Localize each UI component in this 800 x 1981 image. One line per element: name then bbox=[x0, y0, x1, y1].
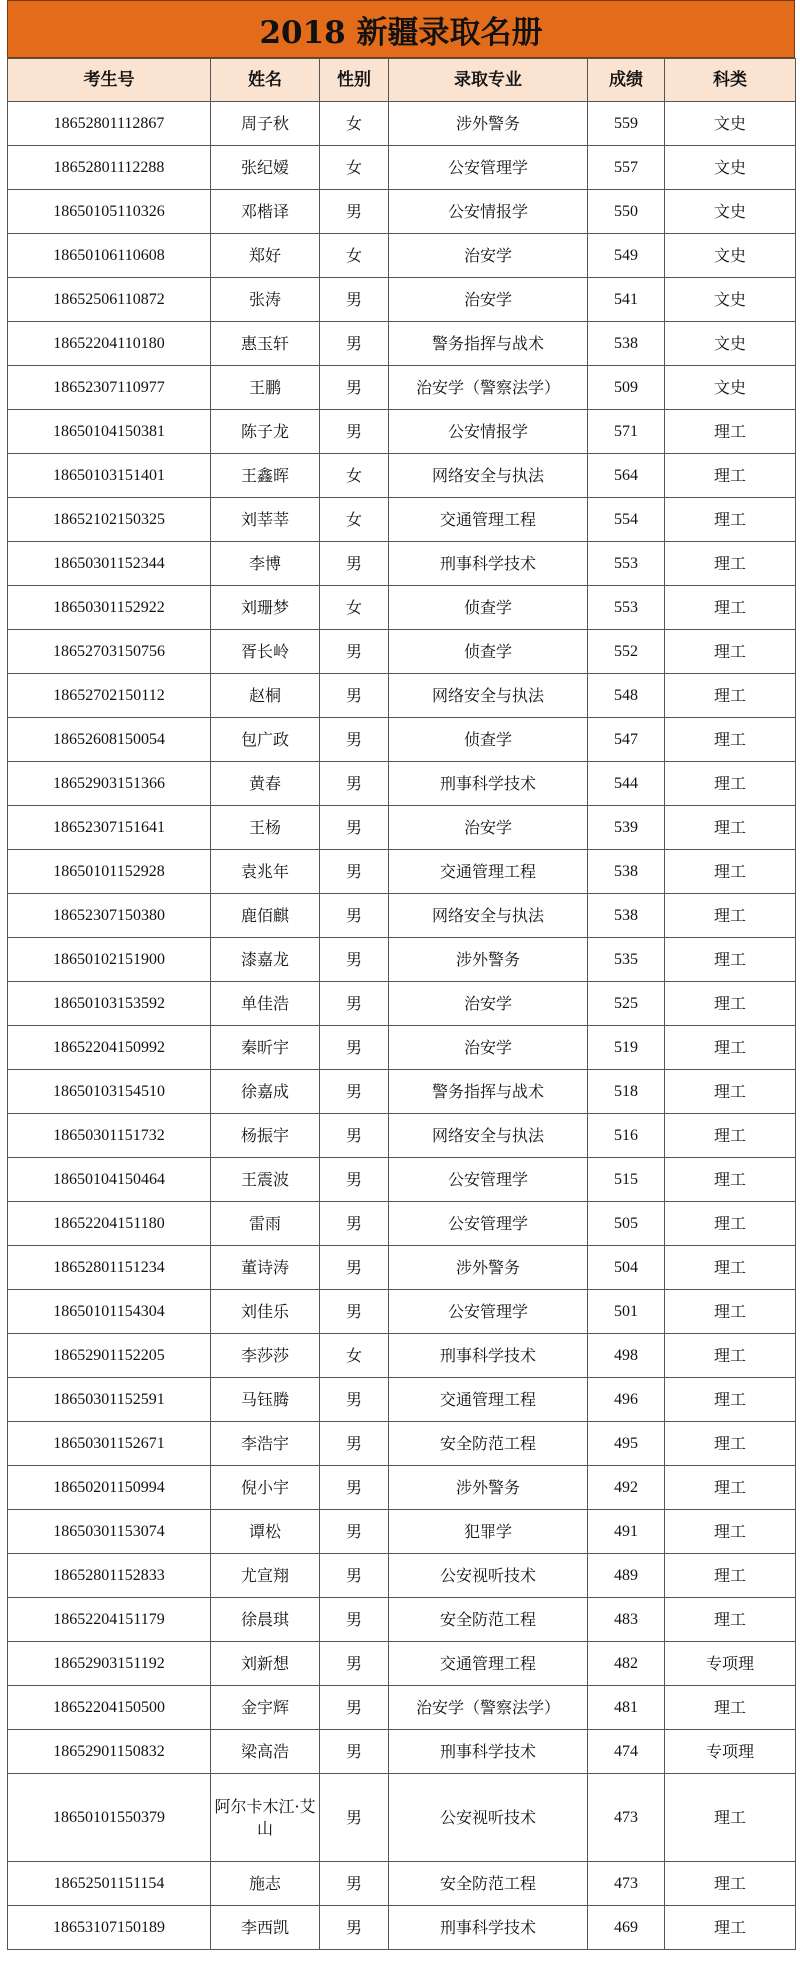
gender-cell: 男 bbox=[320, 278, 389, 322]
category-cell: 理工 bbox=[665, 894, 796, 938]
table-row bbox=[8, 146, 796, 190]
major-cell: 网络安全与执法 bbox=[389, 1114, 588, 1158]
score-cell: 549 bbox=[588, 234, 665, 278]
student-name-cell: 刘佳乐 bbox=[211, 1290, 320, 1334]
gender-cell: 男 bbox=[320, 850, 389, 894]
category-cell: 文史 bbox=[665, 366, 796, 410]
category-cell: 文史 bbox=[665, 234, 796, 278]
category-cell: 专项理 bbox=[665, 1730, 796, 1774]
score-cell: 548 bbox=[588, 674, 665, 718]
major-cell: 网络安全与执法 bbox=[389, 454, 588, 498]
exam-number-cell: 18652901152205 bbox=[8, 1334, 211, 1378]
student-name-cell: 漆嘉龙 bbox=[211, 938, 320, 982]
gender-cell: 男 bbox=[320, 1070, 389, 1114]
exam-number-cell: 18650103153592 bbox=[8, 982, 211, 1026]
gender-cell: 女 bbox=[320, 102, 389, 146]
student-name-cell: 李博 bbox=[211, 542, 320, 586]
gender-cell: 男 bbox=[320, 1642, 389, 1686]
exam-number-cell: 18652506110872 bbox=[8, 278, 211, 322]
score-cell: 489 bbox=[588, 1554, 665, 1598]
score-cell: 519 bbox=[588, 1026, 665, 1070]
major-cell: 公安视听技术 bbox=[389, 1774, 588, 1862]
score-cell: 553 bbox=[588, 542, 665, 586]
gender-cell: 男 bbox=[320, 1114, 389, 1158]
gender-cell: 男 bbox=[320, 1862, 389, 1906]
table-row bbox=[8, 630, 796, 674]
category-cell: 理工 bbox=[665, 1026, 796, 1070]
category-cell: 理工 bbox=[665, 630, 796, 674]
exam-number-cell: 18650101152928 bbox=[8, 850, 211, 894]
gender-cell: 男 bbox=[320, 1730, 389, 1774]
category-cell: 文史 bbox=[665, 102, 796, 146]
table-row bbox=[8, 1202, 796, 1246]
major-cell: 治安学 bbox=[389, 982, 588, 1026]
score-cell: 564 bbox=[588, 454, 665, 498]
table-row bbox=[8, 1422, 796, 1466]
table-row bbox=[8, 1906, 796, 1950]
exam-number-cell: 18650201150994 bbox=[8, 1466, 211, 1510]
table-row bbox=[8, 586, 796, 630]
category-cell: 理工 bbox=[665, 498, 796, 542]
exam-number-cell: 18650301152922 bbox=[8, 586, 211, 630]
exam-number-cell: 18650103151401 bbox=[8, 454, 211, 498]
major-cell: 刑事科学技术 bbox=[389, 1906, 588, 1950]
gender-cell: 男 bbox=[320, 1246, 389, 1290]
student-name-cell: 包广政 bbox=[211, 718, 320, 762]
major-cell: 刑事科学技术 bbox=[389, 1334, 588, 1378]
score-cell: 516 bbox=[588, 1114, 665, 1158]
gender-cell: 女 bbox=[320, 454, 389, 498]
score-cell: 547 bbox=[588, 718, 665, 762]
table-row bbox=[8, 1774, 796, 1862]
major-cell: 治安学 bbox=[389, 234, 588, 278]
major-cell: 交通管理工程 bbox=[389, 850, 588, 894]
score-cell: 498 bbox=[588, 1334, 665, 1378]
gender-cell: 男 bbox=[320, 1466, 389, 1510]
student-name-cell: 惠玉轩 bbox=[211, 322, 320, 366]
gender-cell: 男 bbox=[320, 1686, 389, 1730]
table-row bbox=[8, 542, 796, 586]
table-row bbox=[8, 850, 796, 894]
student-name-cell: 王鑫晖 bbox=[211, 454, 320, 498]
table-row bbox=[8, 1466, 796, 1510]
table-row bbox=[8, 1378, 796, 1422]
score-cell: 515 bbox=[588, 1158, 665, 1202]
category-cell: 理工 bbox=[665, 938, 796, 982]
student-name-cell: 施志 bbox=[211, 1862, 320, 1906]
score-cell: 538 bbox=[588, 322, 665, 366]
student-name-cell: 郑好 bbox=[211, 234, 320, 278]
exam-number-cell: 18652801152833 bbox=[8, 1554, 211, 1598]
major-cell: 治安学 bbox=[389, 806, 588, 850]
score-cell: 538 bbox=[588, 894, 665, 938]
category-cell: 理工 bbox=[665, 674, 796, 718]
student-name-cell: 黄春 bbox=[211, 762, 320, 806]
exam-number-cell: 18652204150500 bbox=[8, 1686, 211, 1730]
student-name-cell: 刘新想 bbox=[211, 1642, 320, 1686]
page-title: 2018 新疆录取名册 bbox=[259, 14, 543, 51]
major-cell: 公安管理学 bbox=[389, 1158, 588, 1202]
student-name-cell: 倪小宇 bbox=[211, 1466, 320, 1510]
gender-cell: 男 bbox=[320, 806, 389, 850]
table-row bbox=[8, 1334, 796, 1378]
major-cell: 刑事科学技术 bbox=[389, 1730, 588, 1774]
table-row bbox=[8, 1554, 796, 1598]
table-row bbox=[8, 1158, 796, 1202]
roster-body bbox=[8, 102, 796, 1950]
major-cell: 侦查学 bbox=[389, 718, 588, 762]
title-bar bbox=[7, 0, 795, 58]
category-cell: 理工 bbox=[665, 1906, 796, 1950]
table-row bbox=[8, 894, 796, 938]
table-row bbox=[8, 410, 796, 454]
student-name-cell: 张涛 bbox=[211, 278, 320, 322]
category-cell: 文史 bbox=[665, 278, 796, 322]
table-row bbox=[8, 366, 796, 410]
score-cell: 469 bbox=[588, 1906, 665, 1950]
category-cell: 理工 bbox=[665, 1070, 796, 1114]
major-cell: 侦查学 bbox=[389, 586, 588, 630]
category-cell: 理工 bbox=[665, 1202, 796, 1246]
major-cell: 安全防范工程 bbox=[389, 1598, 588, 1642]
student-name-cell: 赵桐 bbox=[211, 674, 320, 718]
category-cell: 理工 bbox=[665, 1862, 796, 1906]
table-row bbox=[8, 674, 796, 718]
table-row bbox=[8, 498, 796, 542]
major-cell: 交通管理工程 bbox=[389, 498, 588, 542]
gender-cell: 男 bbox=[320, 1202, 389, 1246]
student-name-cell: 李莎莎 bbox=[211, 1334, 320, 1378]
exam-number-cell: 18652702150112 bbox=[8, 674, 211, 718]
exam-number-cell: 18652307150380 bbox=[8, 894, 211, 938]
student-name-cell: 袁兆年 bbox=[211, 850, 320, 894]
table-row bbox=[8, 1026, 796, 1070]
major-cell: 公安管理学 bbox=[389, 1290, 588, 1334]
major-cell: 治安学（警察法学） bbox=[389, 366, 588, 410]
header-gender: 性别 bbox=[320, 59, 389, 102]
score-cell: 491 bbox=[588, 1510, 665, 1554]
category-cell: 理工 bbox=[665, 762, 796, 806]
exam-number-cell: 18650301152591 bbox=[8, 1378, 211, 1422]
score-cell: 544 bbox=[588, 762, 665, 806]
score-cell: 482 bbox=[588, 1642, 665, 1686]
exam-number-cell: 18652204110180 bbox=[8, 322, 211, 366]
gender-cell: 男 bbox=[320, 718, 389, 762]
student-name-cell: 徐嘉成 bbox=[211, 1070, 320, 1114]
student-name-cell: 单佳浩 bbox=[211, 982, 320, 1026]
score-cell: 501 bbox=[588, 1290, 665, 1334]
major-cell: 犯罪学 bbox=[389, 1510, 588, 1554]
major-cell: 涉外警务 bbox=[389, 102, 588, 146]
major-cell: 治安学 bbox=[389, 278, 588, 322]
category-cell: 理工 bbox=[665, 1422, 796, 1466]
gender-cell: 男 bbox=[320, 894, 389, 938]
category-cell: 文史 bbox=[665, 190, 796, 234]
exam-number-cell: 18650301152344 bbox=[8, 542, 211, 586]
score-cell: 553 bbox=[588, 586, 665, 630]
table-row bbox=[8, 1686, 796, 1730]
gender-cell: 男 bbox=[320, 1510, 389, 1554]
exam-number-cell: 18652903151366 bbox=[8, 762, 211, 806]
student-name-cell: 王鹏 bbox=[211, 366, 320, 410]
table-row bbox=[8, 1246, 796, 1290]
table-row bbox=[8, 234, 796, 278]
exam-number-cell: 18650301153074 bbox=[8, 1510, 211, 1554]
table-row bbox=[8, 1642, 796, 1686]
table-row bbox=[8, 1070, 796, 1114]
roster-table bbox=[7, 58, 796, 1950]
score-cell: 473 bbox=[588, 1862, 665, 1906]
score-cell: 505 bbox=[588, 1202, 665, 1246]
exam-number-cell: 18652901150832 bbox=[8, 1730, 211, 1774]
exam-number-cell: 18650101154304 bbox=[8, 1290, 211, 1334]
exam-number-cell: 18652801112867 bbox=[8, 102, 211, 146]
exam-number-cell: 18652307110977 bbox=[8, 366, 211, 410]
student-name-cell: 雷雨 bbox=[211, 1202, 320, 1246]
header-row bbox=[8, 59, 796, 102]
category-cell: 理工 bbox=[665, 1378, 796, 1422]
category-cell: 理工 bbox=[665, 806, 796, 850]
exam-number-cell: 18652204150992 bbox=[8, 1026, 211, 1070]
student-name-cell: 周子秋 bbox=[211, 102, 320, 146]
exam-number-cell: 18650104150464 bbox=[8, 1158, 211, 1202]
major-cell: 刑事科学技术 bbox=[389, 542, 588, 586]
exam-number-cell: 18650106110608 bbox=[8, 234, 211, 278]
major-cell: 公安视听技术 bbox=[389, 1554, 588, 1598]
exam-number-cell: 18652903151192 bbox=[8, 1642, 211, 1686]
student-name-cell: 刘珊梦 bbox=[211, 586, 320, 630]
table-row bbox=[8, 718, 796, 762]
major-cell: 公安情报学 bbox=[389, 410, 588, 454]
score-cell: 525 bbox=[588, 982, 665, 1026]
score-cell: 552 bbox=[588, 630, 665, 674]
header-exam-number: 考生号 bbox=[8, 59, 211, 102]
table-row bbox=[8, 322, 796, 366]
category-cell: 理工 bbox=[665, 1114, 796, 1158]
score-cell: 550 bbox=[588, 190, 665, 234]
category-cell: 理工 bbox=[665, 718, 796, 762]
exam-number-cell: 18650102151900 bbox=[8, 938, 211, 982]
gender-cell: 女 bbox=[320, 1334, 389, 1378]
exam-number-cell: 18650104150381 bbox=[8, 410, 211, 454]
score-cell: 495 bbox=[588, 1422, 665, 1466]
gender-cell: 男 bbox=[320, 1774, 389, 1862]
score-cell: 504 bbox=[588, 1246, 665, 1290]
table-row bbox=[8, 1290, 796, 1334]
header-name: 姓名 bbox=[211, 59, 320, 102]
gender-cell: 男 bbox=[320, 674, 389, 718]
student-name-cell: 刘莘莘 bbox=[211, 498, 320, 542]
student-name-cell: 董诗涛 bbox=[211, 1246, 320, 1290]
exam-number-cell: 18652102150325 bbox=[8, 498, 211, 542]
major-cell: 警务指挥与战术 bbox=[389, 322, 588, 366]
major-cell: 公安情报学 bbox=[389, 190, 588, 234]
major-cell: 交通管理工程 bbox=[389, 1642, 588, 1686]
gender-cell: 男 bbox=[320, 1158, 389, 1202]
score-cell: 554 bbox=[588, 498, 665, 542]
gender-cell: 男 bbox=[320, 1290, 389, 1334]
student-name-cell: 谭松 bbox=[211, 1510, 320, 1554]
student-name-cell: 陈子龙 bbox=[211, 410, 320, 454]
exam-number-cell: 18652801151234 bbox=[8, 1246, 211, 1290]
student-name-cell: 马钰腾 bbox=[211, 1378, 320, 1422]
category-cell: 理工 bbox=[665, 1290, 796, 1334]
gender-cell: 女 bbox=[320, 234, 389, 278]
category-cell: 专项理 bbox=[665, 1642, 796, 1686]
major-cell: 公安管理学 bbox=[389, 146, 588, 190]
header-major: 录取专业 bbox=[389, 59, 588, 102]
gender-cell: 男 bbox=[320, 1598, 389, 1642]
student-name-cell: 张纪嫒 bbox=[211, 146, 320, 190]
score-cell: 559 bbox=[588, 102, 665, 146]
score-cell: 509 bbox=[588, 366, 665, 410]
major-cell: 安全防范工程 bbox=[389, 1862, 588, 1906]
student-name-cell: 王震波 bbox=[211, 1158, 320, 1202]
category-cell: 理工 bbox=[665, 850, 796, 894]
category-cell: 理工 bbox=[665, 1774, 796, 1862]
exam-number-cell: 18652608150054 bbox=[8, 718, 211, 762]
category-cell: 理工 bbox=[665, 586, 796, 630]
exam-number-cell: 18653107150189 bbox=[8, 1906, 211, 1950]
score-cell: 538 bbox=[588, 850, 665, 894]
category-cell: 理工 bbox=[665, 1334, 796, 1378]
major-cell: 警务指挥与战术 bbox=[389, 1070, 588, 1114]
category-cell: 理工 bbox=[665, 1158, 796, 1202]
gender-cell: 男 bbox=[320, 190, 389, 234]
student-name-cell: 秦昕宇 bbox=[211, 1026, 320, 1070]
score-cell: 539 bbox=[588, 806, 665, 850]
category-cell: 理工 bbox=[665, 454, 796, 498]
student-name-cell: 金宇辉 bbox=[211, 1686, 320, 1730]
score-cell: 492 bbox=[588, 1466, 665, 1510]
category-cell: 理工 bbox=[665, 410, 796, 454]
category-cell: 理工 bbox=[665, 542, 796, 586]
category-cell: 理工 bbox=[665, 982, 796, 1026]
exam-number-cell: 18650105110326 bbox=[8, 190, 211, 234]
major-cell: 安全防范工程 bbox=[389, 1422, 588, 1466]
major-cell: 涉外警务 bbox=[389, 1466, 588, 1510]
table-row bbox=[8, 982, 796, 1026]
student-name-cell: 杨振宇 bbox=[211, 1114, 320, 1158]
major-cell: 涉外警务 bbox=[389, 1246, 588, 1290]
table-row bbox=[8, 1114, 796, 1158]
gender-cell: 男 bbox=[320, 1378, 389, 1422]
gender-cell: 男 bbox=[320, 630, 389, 674]
student-name-cell: 胥长岭 bbox=[211, 630, 320, 674]
category-cell: 理工 bbox=[665, 1466, 796, 1510]
major-cell: 涉外警务 bbox=[389, 938, 588, 982]
score-cell: 474 bbox=[588, 1730, 665, 1774]
student-name-cell: 梁高浩 bbox=[211, 1730, 320, 1774]
student-name-cell: 王杨 bbox=[211, 806, 320, 850]
student-name-cell: 邓楷译 bbox=[211, 190, 320, 234]
major-cell: 交通管理工程 bbox=[389, 1378, 588, 1422]
score-cell: 557 bbox=[588, 146, 665, 190]
student-name-cell: 阿尔卡木江·艾山 bbox=[211, 1774, 320, 1862]
score-cell: 483 bbox=[588, 1598, 665, 1642]
gender-cell: 男 bbox=[320, 762, 389, 806]
category-cell: 文史 bbox=[665, 146, 796, 190]
category-cell: 理工 bbox=[665, 1554, 796, 1598]
student-name-cell: 徐晨琪 bbox=[211, 1598, 320, 1642]
exam-number-cell: 18652501151154 bbox=[8, 1862, 211, 1906]
header-score: 成绩 bbox=[588, 59, 665, 102]
gender-cell: 女 bbox=[320, 586, 389, 630]
gender-cell: 女 bbox=[320, 146, 389, 190]
table-row bbox=[8, 190, 796, 234]
major-cell: 治安学（警察法学） bbox=[389, 1686, 588, 1730]
header-category: 科类 bbox=[665, 59, 796, 102]
exam-number-cell: 18650103154510 bbox=[8, 1070, 211, 1114]
major-cell: 治安学 bbox=[389, 1026, 588, 1070]
student-name-cell: 鹿佰麒 bbox=[211, 894, 320, 938]
table-row bbox=[8, 938, 796, 982]
gender-cell: 男 bbox=[320, 982, 389, 1026]
gender-cell: 男 bbox=[320, 542, 389, 586]
score-cell: 571 bbox=[588, 410, 665, 454]
gender-cell: 男 bbox=[320, 1554, 389, 1598]
exam-number-cell: 18650301151732 bbox=[8, 1114, 211, 1158]
category-cell: 理工 bbox=[665, 1246, 796, 1290]
table-row bbox=[8, 1598, 796, 1642]
score-cell: 473 bbox=[588, 1774, 665, 1862]
table-row bbox=[8, 1862, 796, 1906]
major-cell: 公安管理学 bbox=[389, 1202, 588, 1246]
gender-cell: 男 bbox=[320, 366, 389, 410]
table-row bbox=[8, 1730, 796, 1774]
table-row bbox=[8, 762, 796, 806]
major-cell: 网络安全与执法 bbox=[389, 674, 588, 718]
major-cell: 刑事科学技术 bbox=[389, 762, 588, 806]
score-cell: 481 bbox=[588, 1686, 665, 1730]
category-cell: 理工 bbox=[665, 1510, 796, 1554]
gender-cell: 女 bbox=[320, 498, 389, 542]
gender-cell: 男 bbox=[320, 1422, 389, 1466]
exam-number-cell: 18652204151180 bbox=[8, 1202, 211, 1246]
score-cell: 518 bbox=[588, 1070, 665, 1114]
student-name-cell: 李浩宇 bbox=[211, 1422, 320, 1466]
exam-number-cell: 18652801112288 bbox=[8, 146, 211, 190]
student-name-cell: 李西凯 bbox=[211, 1906, 320, 1950]
gender-cell: 男 bbox=[320, 322, 389, 366]
category-cell: 文史 bbox=[665, 322, 796, 366]
exam-number-cell: 18652703150756 bbox=[8, 630, 211, 674]
table-row bbox=[8, 806, 796, 850]
gender-cell: 男 bbox=[320, 1906, 389, 1950]
major-cell: 侦查学 bbox=[389, 630, 588, 674]
exam-number-cell: 18652307151641 bbox=[8, 806, 211, 850]
score-cell: 496 bbox=[588, 1378, 665, 1422]
score-cell: 541 bbox=[588, 278, 665, 322]
exam-number-cell: 18652204151179 bbox=[8, 1598, 211, 1642]
table-row bbox=[8, 102, 796, 146]
gender-cell: 男 bbox=[320, 938, 389, 982]
admission-roster bbox=[7, 0, 795, 1950]
major-cell: 网络安全与执法 bbox=[389, 894, 588, 938]
category-cell: 理工 bbox=[665, 1598, 796, 1642]
student-name-cell: 尤宣翔 bbox=[211, 1554, 320, 1598]
exam-number-cell: 18650301152671 bbox=[8, 1422, 211, 1466]
exam-number-cell: 18650101550379 bbox=[8, 1774, 211, 1862]
gender-cell: 男 bbox=[320, 410, 389, 454]
gender-cell: 男 bbox=[320, 1026, 389, 1070]
score-cell: 535 bbox=[588, 938, 665, 982]
table-row bbox=[8, 454, 796, 498]
category-cell: 理工 bbox=[665, 1686, 796, 1730]
table-row bbox=[8, 278, 796, 322]
table-row bbox=[8, 1510, 796, 1554]
